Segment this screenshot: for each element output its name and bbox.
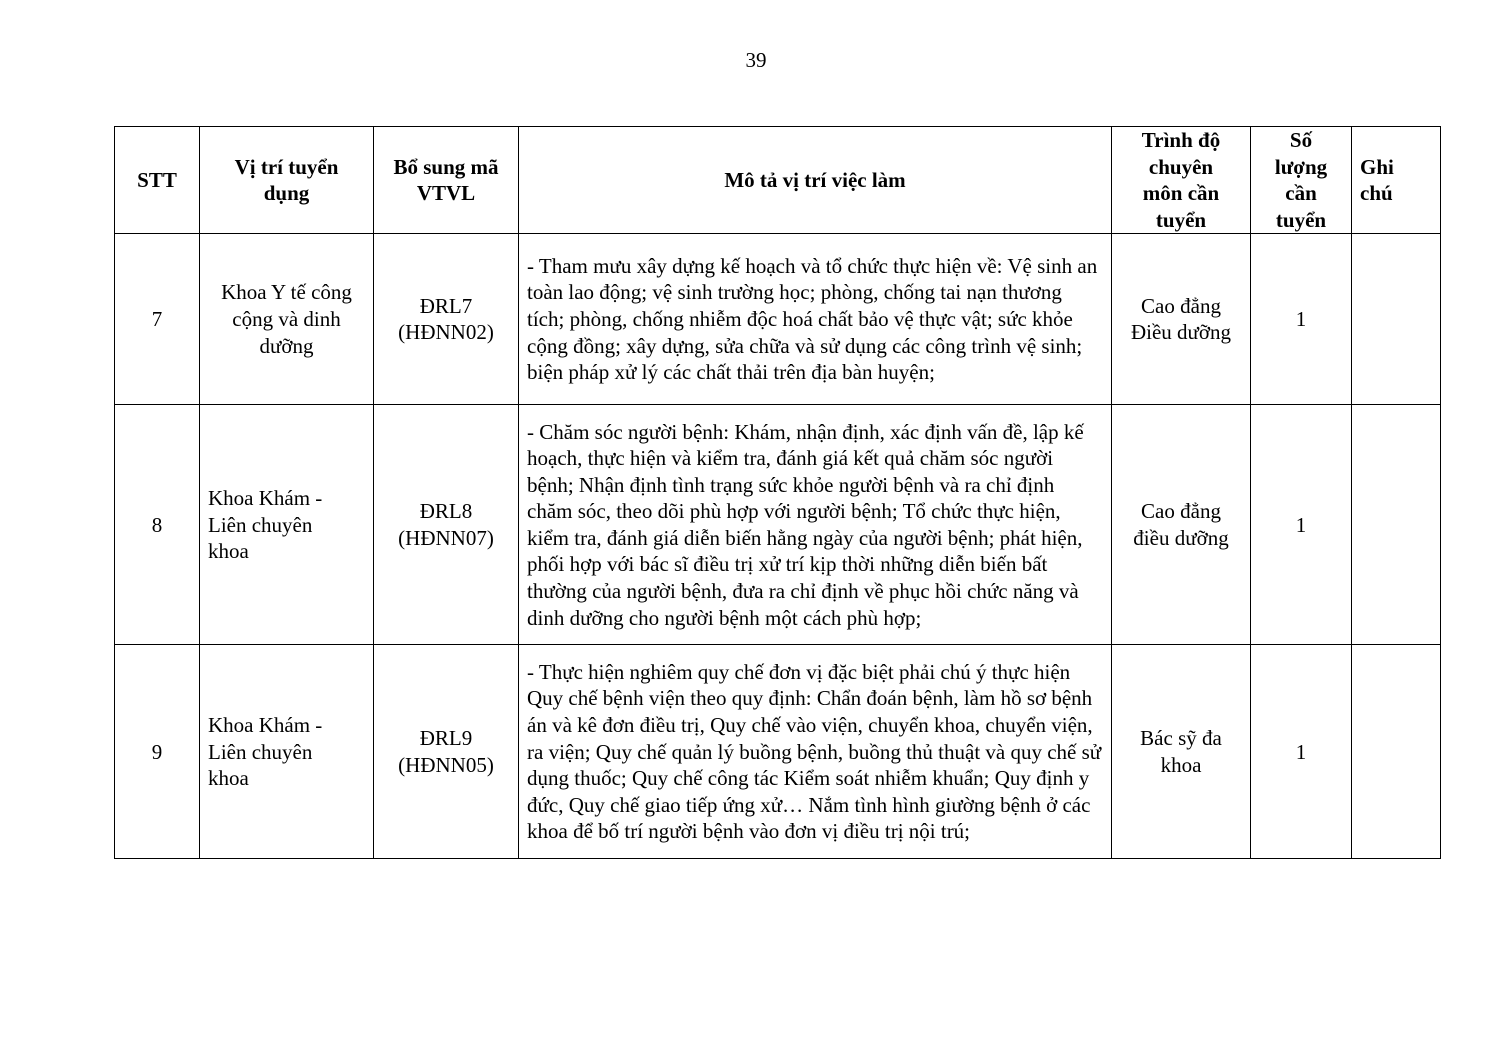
- row-description: - Thực hiện nghiêm quy chế đơn vị đặc biệt phải chú ý thực hiện Quy chế bệnh viện theo quy định: Chẩn đoán bệnh, làm hồ sơ bệnh án và kê đơn điều trị, Quy chế vào viện, chuyển khoa, chuyển viện, ra viện; Quy chế quản lý buồng bệnh, buồng thủ thuật và quy chế sử dụng thuốc; Quy chế công tác Kiểm soát nhiễm khuẩn; Quy định y đức, Quy chế giao tiếp ứng xử… Nắm tình hình giường bệnh ở các khoa để bố trí người bệnh vào đơn vị điều trị nội trú;: [519, 645, 1112, 859]
- row-qualification: Cao đẳng Điều dưỡng: [1112, 234, 1251, 405]
- row-description: - Tham mưu xây dựng kế hoạch và tổ chức thực hiện về: Vệ sinh an toàn lao động; vệ sinh trường học; phòng, chống tai nạn thương tích; phòng, chống nhiễm độc hoá chất bảo vệ thực vật; sức khỏe cộng đồng; xây dựng, sửa chữa và sử dụng các công trình vệ sinh; biện pháp xử lý các chất thải trên địa bàn huyện;: [519, 234, 1112, 405]
- row-position: Khoa Khám - Liên chuyên khoa: [200, 405, 374, 645]
- row-stt: 9: [115, 645, 200, 859]
- row-code-secondary: (HĐNN07): [398, 525, 494, 550]
- header-quantity: Số lượng cần tuyển: [1251, 127, 1352, 234]
- row-qualification: Bác sỹ đa khoa: [1112, 645, 1251, 859]
- row-note: [1352, 645, 1441, 859]
- row-code-primary: ĐRL8: [419, 499, 473, 524]
- recruitment-table: [114, 126, 1441, 859]
- row-stt: 7: [115, 234, 200, 405]
- row-note: [1352, 405, 1441, 645]
- row-code: [374, 234, 519, 405]
- table-row: [115, 234, 1441, 405]
- row-code: [374, 645, 519, 859]
- header-description: Mô tả vị trí việc làm: [519, 127, 1112, 234]
- row-qualification: Cao đẳng điều dưỡng: [1112, 405, 1251, 645]
- row-code-secondary: (HĐNN05): [398, 752, 494, 777]
- header-qualification: Trình độ chuyên môn cần tuyển: [1112, 127, 1251, 234]
- row-code-primary: ĐRL7: [419, 293, 473, 318]
- page-number: 39: [745, 48, 767, 72]
- row-code-secondary: (HĐNN02): [398, 320, 494, 345]
- row-quantity: 1: [1251, 234, 1352, 405]
- row-quantity: 1: [1251, 645, 1352, 859]
- row-stt: 8: [115, 405, 200, 645]
- header-position: Vị trí tuyển dụng: [200, 127, 374, 234]
- row-position: Khoa Khám - Liên chuyên khoa: [200, 645, 374, 859]
- row-code: [374, 405, 519, 645]
- row-description: - Chăm sóc người bệnh: Khám, nhận định, xác định vấn đề, lập kế hoạch, thực hiện và kiểm tra, đánh giá kết quả chăm sóc người bệnh; Nhận định tình trạng sức khỏe người bệnh và ra chỉ định chăm sóc, theo dõi phù hợp với người bệnh; Tổ chức thực hiện, kiểm tra, đánh giá diễn biến hằng ngày của người bệnh; phát hiện, phối hợp với bác sĩ điều trị xử trí kịp thời những diễn biến bất thường của người bệnh, đưa ra chỉ định về phục hồi chức năng và dinh dưỡng cho người bệnh một cách phù hợp;: [519, 405, 1112, 645]
- header-stt: STT: [115, 127, 200, 234]
- table-row: [115, 645, 1441, 859]
- row-code-primary: ĐRL9: [419, 726, 473, 751]
- table-row: [115, 405, 1441, 645]
- header-note: Ghi chú: [1352, 127, 1441, 234]
- row-note: [1352, 234, 1441, 405]
- header-code: Bổ sung mã VTVL: [374, 127, 519, 234]
- row-position: Khoa Y tế công cộng và dinh dưỡng: [200, 234, 374, 405]
- row-quantity: 1: [1251, 405, 1352, 645]
- header-row: [115, 127, 1441, 234]
